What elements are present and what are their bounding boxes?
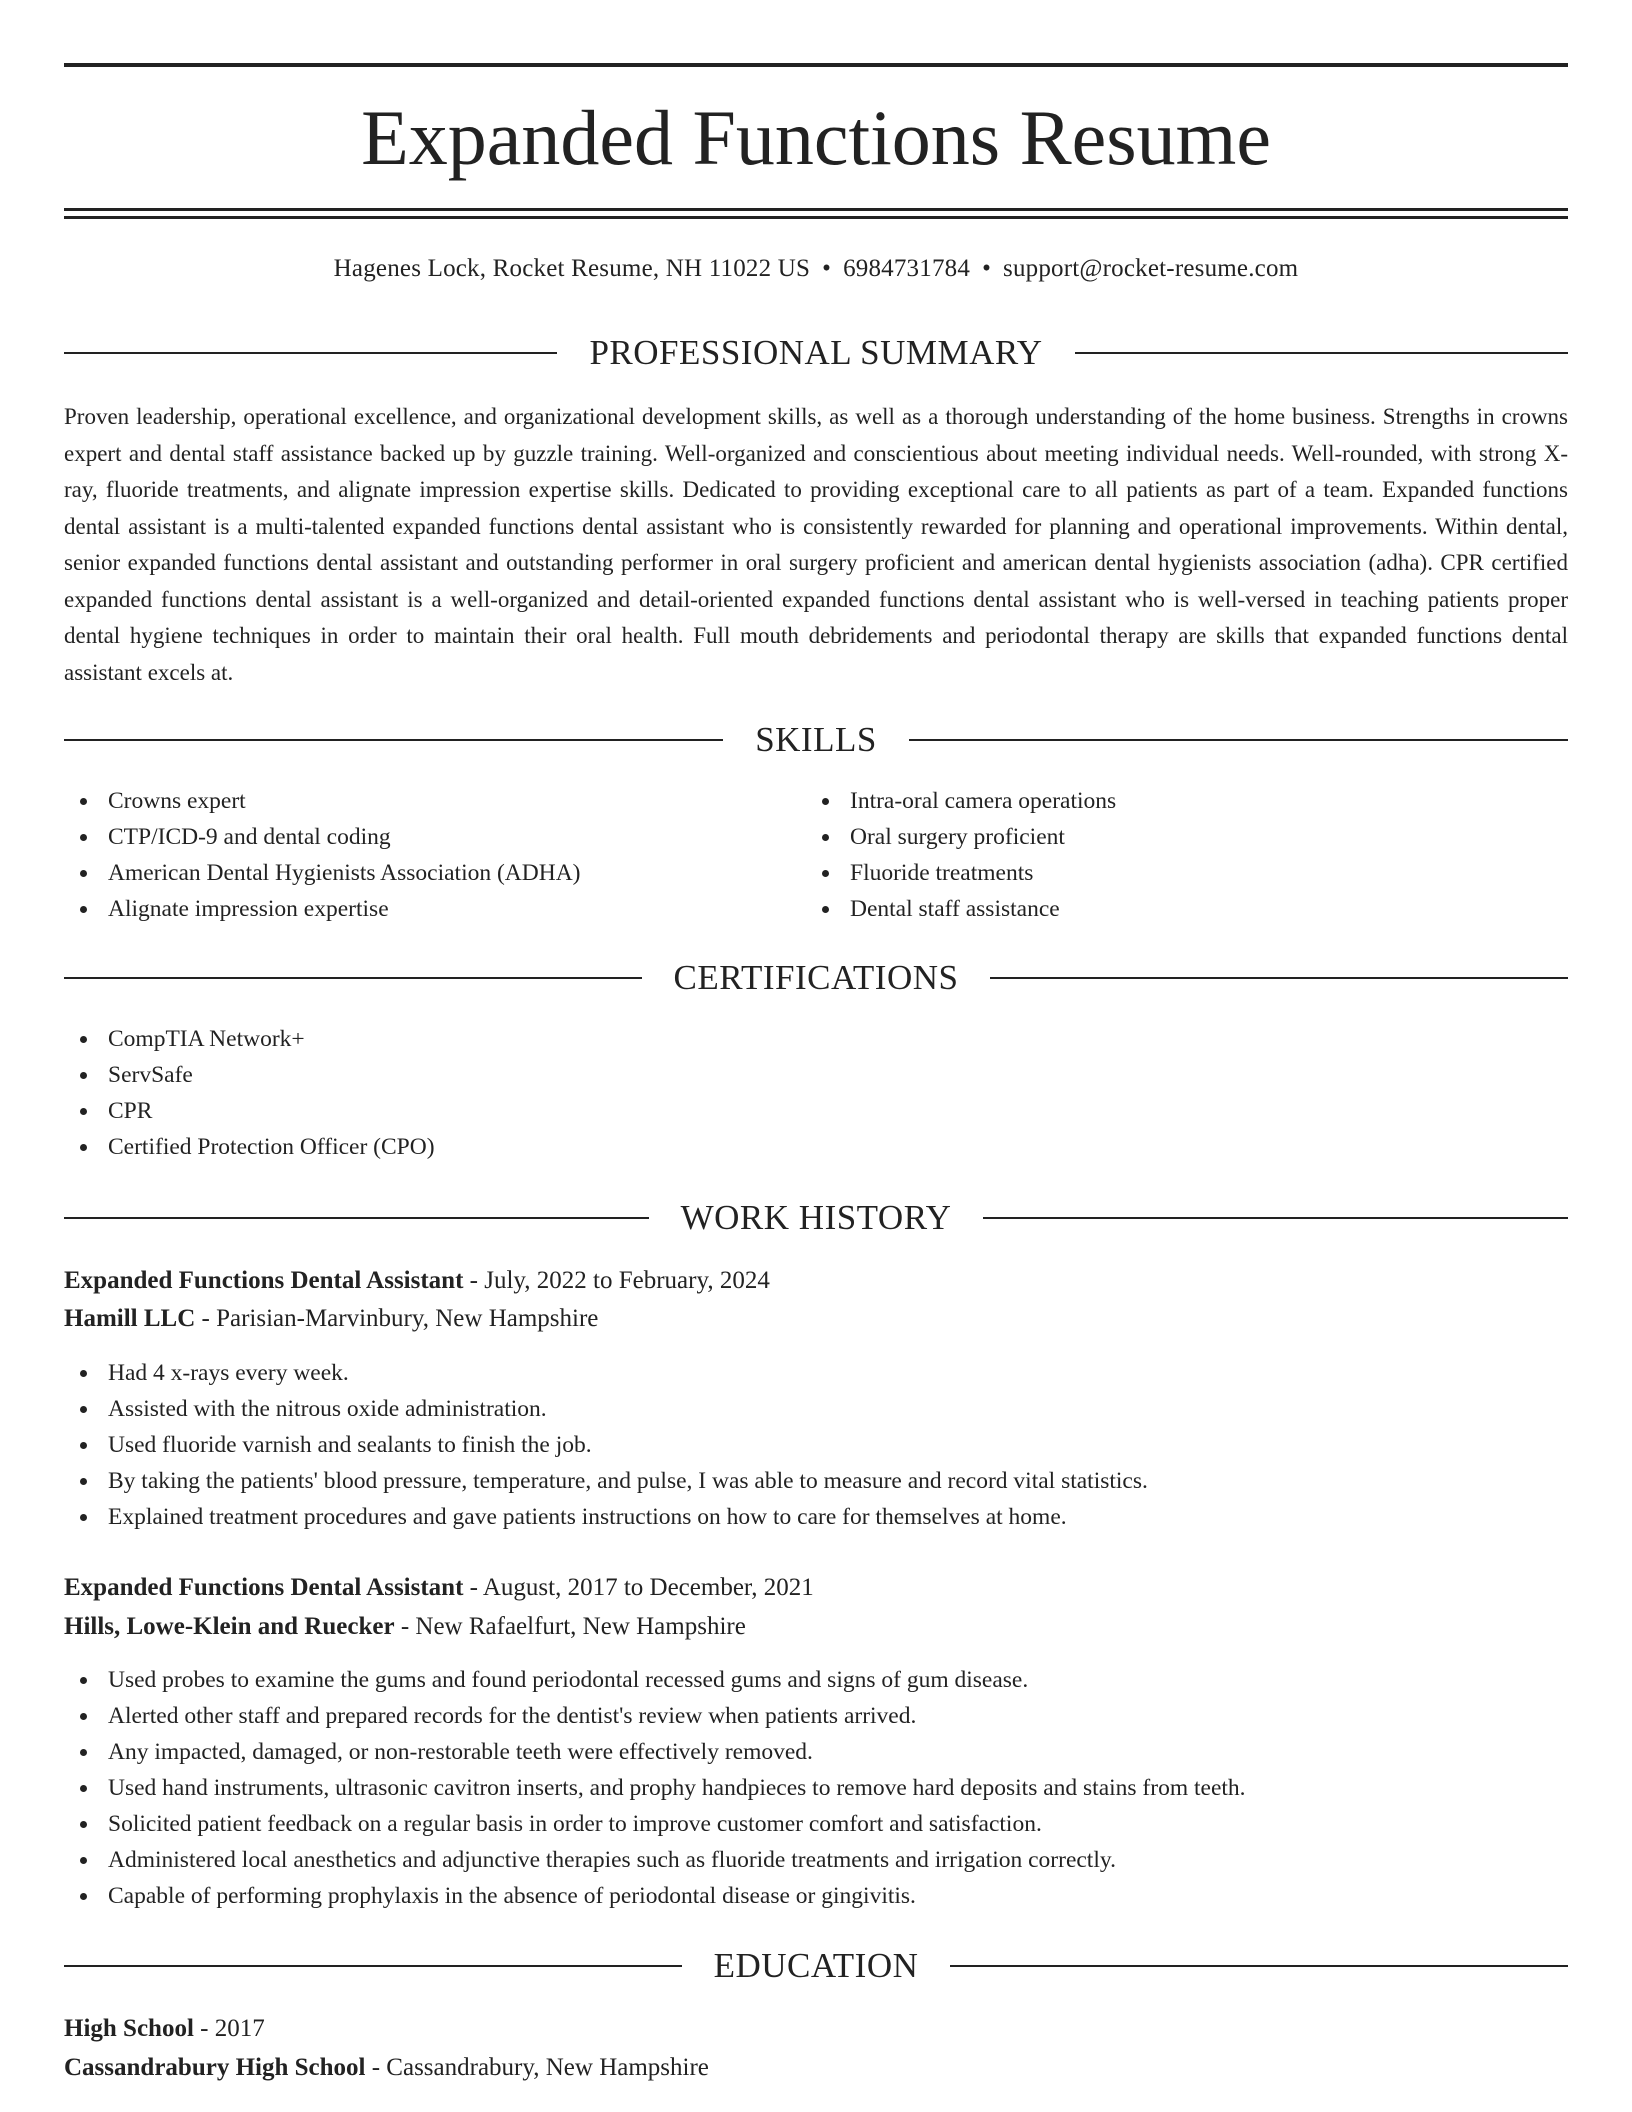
header-double-rule-lower [64, 216, 1568, 219]
summary-heading-label: PROFESSIONAL SUMMARY [589, 333, 1043, 372]
education-location: - Cassandrabury, New Hampshire [365, 2054, 709, 2081]
certification-item: ServSafe [64, 1057, 435, 1093]
skill-item: Dental staff assistance [806, 891, 1116, 927]
job-title-line [64, 1263, 1568, 1299]
job-bullet: Explained treatment procedures and gave patients instructions on how to care for themselves at home. [64, 1499, 1148, 1535]
job-bullet: By taking the patients' blood pressure, temperature, and pulse, I was able to measure and record vital statistics. [64, 1463, 1148, 1499]
heading-rule-left [64, 739, 723, 741]
job-dates: - August, 2017 to December, 2021 [463, 1574, 814, 1601]
certifications-list [64, 1021, 435, 1165]
header-double-rule-upper [64, 208, 1568, 211]
skills-list-left [64, 783, 581, 927]
certifications-heading-label: CERTIFICATIONS [673, 958, 959, 997]
skills-section-heading [64, 720, 1568, 760]
job-company-line [64, 1609, 1568, 1645]
skill-item: Alignate impression expertise [64, 891, 581, 927]
contact-separator: • [982, 255, 992, 282]
job-bullets [64, 1662, 1246, 1914]
education-section-heading [64, 1946, 1568, 1986]
skill-item: Intra-oral camera operations [806, 783, 1116, 819]
heading-rule-right [950, 1965, 1568, 1967]
job-bullet: Used hand instruments, ultrasonic cavitron inserts, and prophy handpieces to remove hard deposits and stains from teeth. [64, 1770, 1246, 1806]
contact-address: Hagenes Lock, Rocket Resume, NH 11022 US [333, 255, 811, 282]
heading-rule-left [64, 352, 557, 354]
skills-heading-label: SKILLS [755, 720, 877, 759]
heading-rule-left [64, 1217, 649, 1219]
certification-item: Certified Protection Officer (CPO) [64, 1129, 435, 1165]
job-bullet: Capable of performing prophylaxis in the absence of periodontal disease or gingivitis. [64, 1878, 1246, 1914]
certifications-section-heading [64, 958, 1568, 998]
summary-text: Proven leadership, operational excellence, and organizational development skills, as well as a thorough understanding of the home business. Strengths in crowns expert and dental staff assistance backed up by guzzle training. Well-organized and conscientious about meeting individual needs. Well-rounded, with strong X-ray, fluoride treatments, and alignate impression expertise skills. Dedicated to providing exceptional care to all patients as part of a team. Expanded functions dental assistant is a multi-talented expanded functions dental assistant who is consistently rewarded for planning and operational improvements. Within dental, senior expanded functions dental assistant and outstanding performer in oral surgery proficient and american dental hygienists association (adha). CPR certified expanded functions dental assistant is a well-organized and detail-oriented expanded functions dental assistant who is well-versed in teaching patients proper dental hygiene techniques in order to maintain their oral health. Full mouth debridements and periodontal therapy are skills that expanded functions dental assistant excels at. [64, 404, 1568, 685]
job-location: - Parisian-Marvinbury, New Hampshire [195, 1305, 599, 1332]
contact-line [64, 252, 1568, 286]
job-title-line [64, 1570, 1568, 1606]
heading-rule-right [1075, 352, 1568, 354]
education-year: - 2017 [193, 2015, 265, 2042]
heading-rule-right [983, 1217, 1568, 1219]
job-bullet: Administered local anesthetics and adjunctive therapies such as fluoride treatments and irrigation correctly. [64, 1842, 1246, 1878]
job-title: Expanded Functions Dental Assistant [64, 1267, 464, 1294]
job-bullets [64, 1355, 1148, 1535]
job-bullet: Alerted other staff and prepared records for the dentist's review when patients arrived. [64, 1698, 1246, 1734]
heading-rule-left [64, 1965, 682, 1967]
job-company: Hills, Lowe-Klein and Ruecker [64, 1613, 395, 1640]
job-bullet: Used fluoride varnish and sealants to finish the job. [64, 1427, 1148, 1463]
contact-separator: • [822, 255, 832, 282]
skills-list-right [806, 783, 1116, 927]
heading-rule-left [64, 977, 642, 979]
job-bullet: Solicited patient feedback on a regular basis in order to improve customer comfort and satisfaction. [64, 1806, 1246, 1842]
education-degree-line [64, 2011, 1568, 2047]
education-degree: High School [64, 2015, 194, 2042]
job-company: Hamill LLC [64, 1305, 196, 1332]
header-top-rule [64, 63, 1568, 67]
job-title: Expanded Functions Dental Assistant [64, 1574, 464, 1601]
job-company-line [64, 1301, 1568, 1337]
summary-section-heading [64, 333, 1568, 373]
heading-rule-right [909, 739, 1568, 741]
contact-email: support@rocket-resume.com [1003, 255, 1299, 282]
work-section-heading [64, 1198, 1568, 1238]
job-dates: - July, 2022 to February, 2024 [463, 1267, 770, 1294]
skill-item: Fluoride treatments [806, 855, 1116, 891]
job-bullet: Used probes to examine the gums and found periodontal recessed gums and signs of gum disease. [64, 1662, 1246, 1698]
skill-item: Crowns expert [64, 783, 581, 819]
skill-item: CTP/ICD-9 and dental coding [64, 819, 581, 855]
job-location: - New Rafaelfurt, New Hampshire [394, 1613, 746, 1640]
skill-item: Oral surgery proficient [806, 819, 1116, 855]
job-bullet: Had 4 x-rays every week. [64, 1355, 1148, 1391]
certification-item: CPR [64, 1093, 435, 1129]
job-bullet: Assisted with the nitrous oxide administration. [64, 1391, 1148, 1427]
resume-title: Expanded Functions Resume [361, 94, 1271, 181]
education-school: Cassandrabury High School [64, 2054, 366, 2081]
heading-rule-right [990, 977, 1568, 979]
education-heading-label: EDUCATION [713, 1946, 919, 1985]
job-bullet: Any impacted, damaged, or non-restorable teeth were effectively removed. [64, 1734, 1246, 1770]
work-heading-label: WORK HISTORY [680, 1198, 952, 1237]
skill-item: American Dental Hygienists Association (ADHA) [64, 855, 581, 891]
certification-item: CompTIA Network+ [64, 1021, 435, 1057]
contact-phone: 6984731784 [843, 255, 971, 282]
education-school-line [64, 2050, 1568, 2086]
